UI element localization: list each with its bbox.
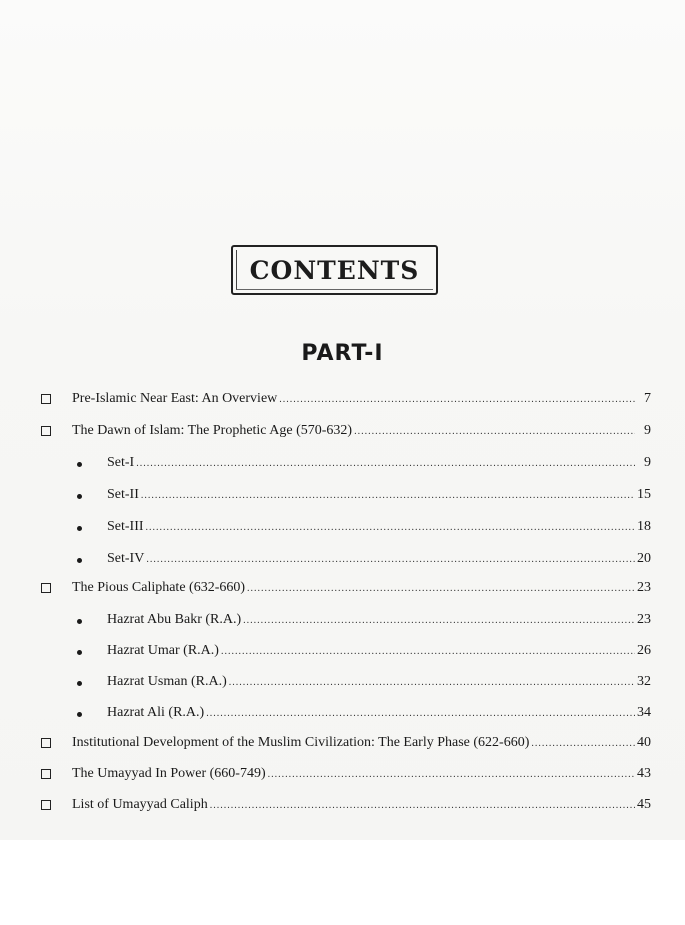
toc-entry (0, 672, 685, 696)
toc-entry-title: Hazrat Abu Bakr (R.A.) (107, 612, 242, 627)
bullet-icon (77, 712, 82, 717)
toc-entry-title: Hazrat Ali (R.A.) (107, 705, 205, 720)
toc-entry-line (107, 517, 651, 538)
toc-entry-page: 26 (637, 643, 651, 658)
toc-entry-line (72, 421, 651, 442)
toc-entry-title: Hazrat Umar (R.A.) (107, 643, 219, 658)
toc-entry-line (107, 703, 651, 724)
toc-entry (0, 421, 685, 445)
toc-entry-line (107, 641, 651, 662)
toc-entry-line (72, 389, 651, 410)
toc-entry-line (72, 795, 651, 816)
toc-entry-line (107, 549, 651, 570)
bullet-icon (77, 462, 82, 467)
checkbox-icon (41, 394, 51, 404)
toc-entry (0, 578, 685, 602)
toc-entry (0, 453, 685, 477)
toc-entry-line (107, 485, 651, 506)
toc-entry-title: The Pious Caliphate (632-660) (72, 580, 246, 595)
toc-entry-page: 23 (637, 580, 651, 595)
toc-entry-title: The Dawn of Islam: The Prophetic Age (570-632) (72, 423, 353, 438)
dot-leader (243, 611, 635, 631)
dot-leader (229, 673, 635, 693)
dot-leader (354, 422, 635, 442)
dot-leader (146, 550, 635, 570)
toc-entry-page: 45 (637, 797, 651, 812)
toc-entry-line (107, 610, 651, 631)
toc-entry (0, 733, 685, 757)
toc-entry (0, 485, 685, 509)
toc-entry (0, 549, 685, 573)
dot-leader (531, 734, 635, 754)
dot-leader (210, 796, 635, 816)
toc-entry-page: 40 (637, 735, 651, 750)
toc-entry-title: List of Umayyad Caliph (72, 797, 208, 812)
toc-entry-title: Set-IV (107, 551, 145, 566)
toc-entry-page: 9 (644, 455, 651, 470)
bullet-icon (77, 650, 82, 655)
toc-entry-line (72, 764, 651, 785)
toc-entry (0, 610, 685, 634)
bullet-icon (77, 619, 82, 624)
toc-entry-title: Set-I (107, 455, 135, 470)
toc-entry-page: 34 (637, 705, 651, 720)
toc-entry-title: Institutional Development of the Muslim Civilization: The Early Phase (622-660) (72, 735, 530, 750)
toc-entry-line (107, 453, 651, 474)
toc-entry (0, 795, 685, 819)
dot-leader (221, 642, 635, 662)
dot-leader (206, 704, 635, 724)
toc-entry-page: 15 (637, 487, 651, 502)
toc-entry (0, 764, 685, 788)
contents-heading: CONTENTS (249, 255, 420, 285)
toc-entry-title: The Umayyad In Power (660-749) (72, 766, 266, 781)
toc-entry-title: Pre-Islamic Near East: An Overview (72, 391, 278, 406)
toc-entry-page: 18 (637, 519, 651, 534)
part-title: PART-I (301, 341, 384, 366)
toc-entry-page: 9 (644, 423, 651, 438)
toc-entry (0, 703, 685, 727)
checkbox-icon (41, 426, 51, 436)
bullet-icon (77, 681, 82, 686)
toc-entry-line (72, 733, 651, 754)
dot-leader (247, 579, 635, 599)
bullet-icon (77, 526, 82, 531)
toc-entry (0, 517, 685, 541)
bullet-icon (77, 558, 82, 563)
checkbox-icon (41, 769, 51, 779)
toc-entry-page: 32 (637, 674, 651, 689)
toc-entry (0, 389, 685, 413)
toc-entry-page: 7 (644, 391, 651, 406)
toc-entry-title: Set-III (107, 519, 144, 534)
toc-entry (0, 641, 685, 665)
toc-entry-page: 20 (637, 551, 651, 566)
checkbox-icon (41, 800, 51, 810)
dot-leader (136, 454, 635, 474)
contents-heading-box (231, 245, 438, 295)
dot-leader (146, 518, 635, 538)
toc-entry-page: 23 (637, 612, 651, 627)
toc-entry-title: Hazrat Usman (R.A.) (107, 674, 227, 689)
toc-entry-page: 43 (637, 766, 651, 781)
checkbox-icon (41, 738, 51, 748)
dot-leader (268, 765, 635, 785)
bullet-icon (77, 494, 82, 499)
dot-leader (141, 486, 635, 506)
toc-entry-title: Set-II (107, 487, 139, 502)
toc-entry-line (72, 578, 651, 599)
toc-entry-line (107, 672, 651, 693)
dot-leader (279, 390, 635, 410)
checkbox-icon (41, 583, 51, 593)
